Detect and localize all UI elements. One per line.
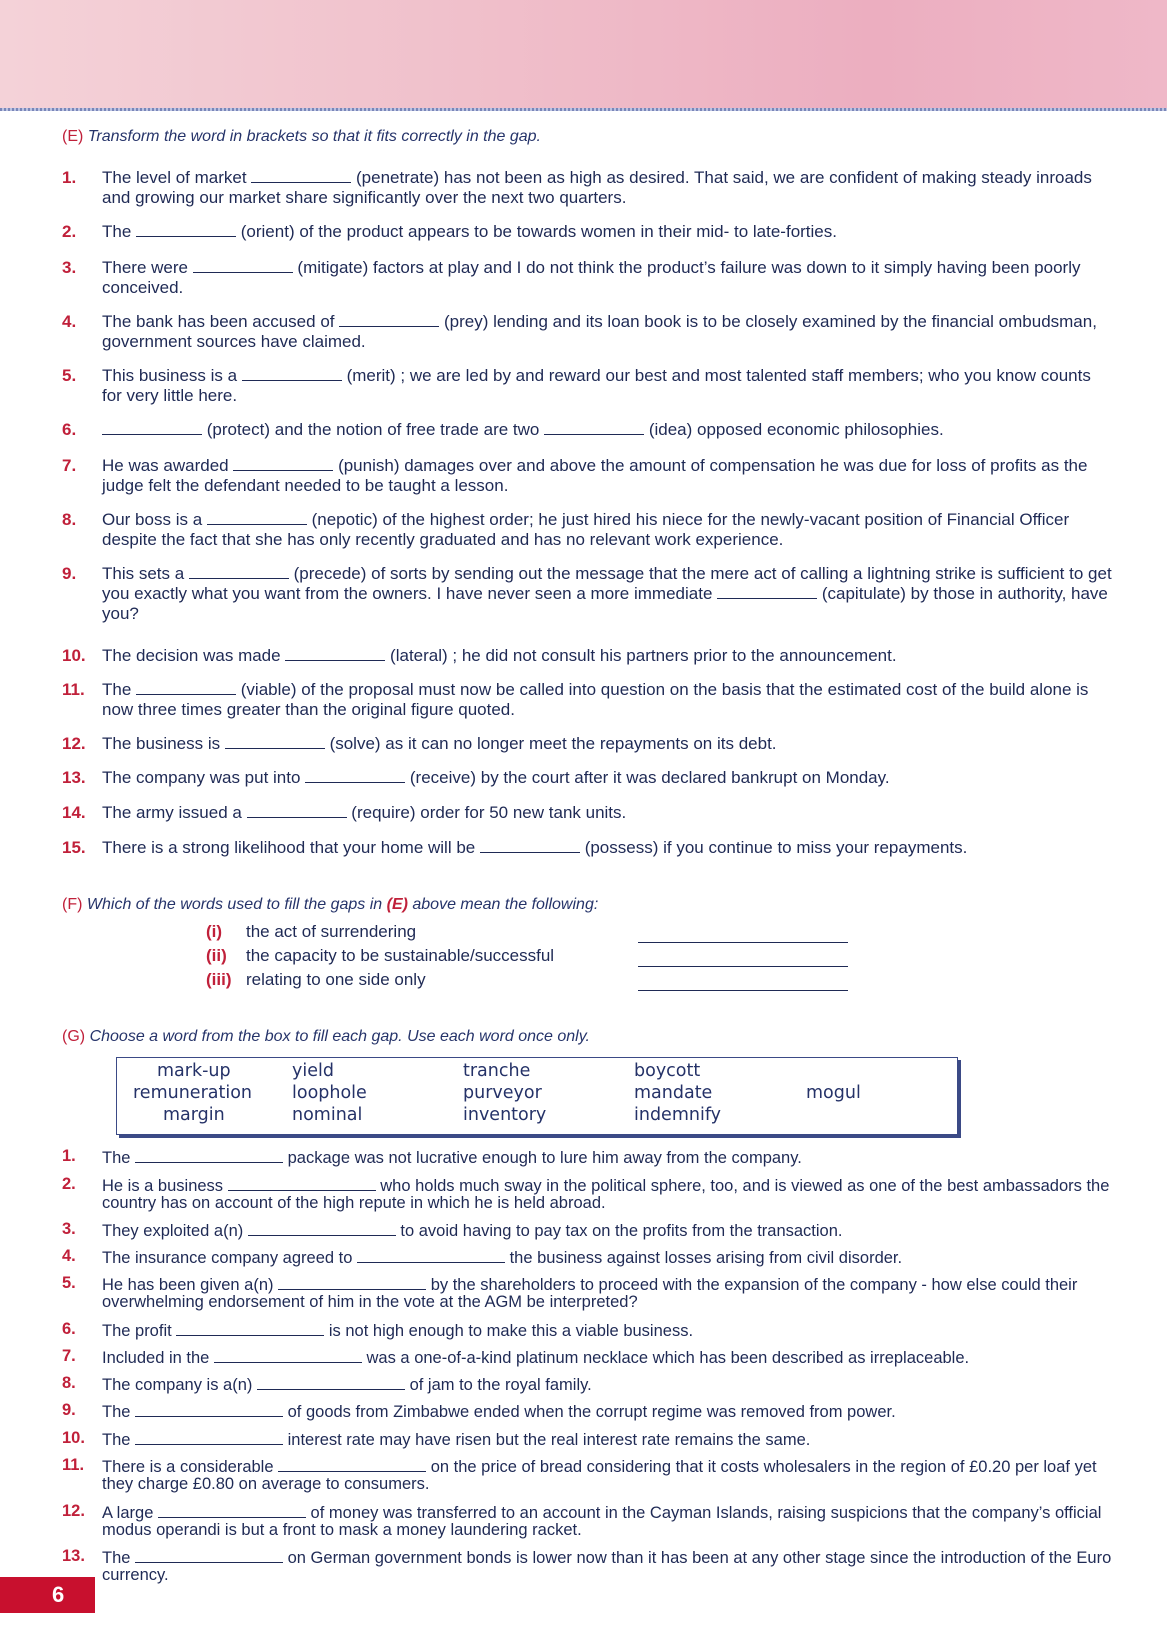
- exercise-e-item: [62, 564, 1112, 624]
- item-number: 1.: [62, 1147, 76, 1165]
- answer-gap[interactable]: [135, 1548, 283, 1563]
- exercise-g-item: [62, 1375, 1122, 1394]
- item-number: 8.: [62, 1374, 76, 1392]
- item-text: (protect) and the notion of free trade are two (idea) opposed economic philosophies.: [102, 420, 1112, 440]
- item-number: 1.: [62, 168, 77, 187]
- definition-item: (ii) the capacity to be sustainable/successful: [206, 946, 555, 965]
- answer-gap[interactable]: [135, 1148, 283, 1163]
- item-number: 15.: [62, 838, 86, 857]
- answer-gap[interactable]: [242, 366, 342, 381]
- answer-gap[interactable]: [717, 584, 817, 599]
- box-word: mogul: [806, 1083, 861, 1103]
- header-band: [0, 0, 1167, 108]
- answer-gap[interactable]: [214, 1348, 362, 1363]
- item-number: 10.: [62, 1429, 85, 1447]
- box-word: mark-up: [157, 1061, 231, 1081]
- item-number: 11.: [62, 1456, 85, 1474]
- box-word: purveyor: [463, 1083, 542, 1103]
- answer-gap[interactable]: [285, 646, 385, 661]
- answer-gap[interactable]: [305, 768, 405, 783]
- item-number: 12.: [62, 734, 86, 753]
- answer-line[interactable]: [638, 966, 848, 967]
- item-number: 13.: [62, 1547, 85, 1565]
- exercise-e-item: [62, 366, 1112, 406]
- section-f-heading: (F) Which of the words used to fill the gaps in (E) above mean the following:: [62, 896, 599, 913]
- exercise-e-item: [62, 420, 1112, 440]
- answer-gap[interactable]: [135, 1402, 283, 1417]
- item-number: 14.: [62, 803, 86, 822]
- box-word: tranche: [463, 1061, 531, 1081]
- exercise-g-item: [62, 1457, 1122, 1493]
- section-g-heading: (G) Choose a word from the box to fill each gap. Use each word once only.: [62, 1028, 590, 1045]
- answer-gap[interactable]: [248, 1221, 396, 1236]
- answer-gap[interactable]: [233, 456, 333, 471]
- answer-gap[interactable]: [357, 1248, 505, 1263]
- answer-gap[interactable]: [136, 680, 236, 695]
- item-text: Included in the was a one-of-a-kind platinum necklace which has been described as irreplaceable.: [102, 1349, 970, 1367]
- item-number: 3.: [62, 1220, 76, 1238]
- answer-gap[interactable]: [339, 312, 439, 327]
- exercise-g-item: [62, 1321, 1122, 1340]
- definition-item: (iii) relating to one side only: [206, 970, 426, 989]
- item-text: They exploited a(n) to avoid having to pay tax on the profits from the transaction.: [102, 1222, 843, 1240]
- item-number: 2.: [62, 1175, 76, 1193]
- box-word: margin: [163, 1105, 225, 1125]
- item-text: There is a strong likelihood that your home will be (possess) if you continue to miss your repayments.: [102, 838, 968, 857]
- item-text: This business is a (merit) ; we are led by and reward our best and most talented staff members; who you know counts for very little here.: [102, 366, 1091, 405]
- item-text: The bank has been accused of (prey) lending and its loan book is to be closely examined by the financial ombudsman, government sources have claimed.: [102, 312, 1097, 351]
- exercise-g-item: [62, 1402, 1122, 1421]
- item-number: 7.: [62, 1347, 76, 1365]
- answer-gap[interactable]: [158, 1503, 306, 1518]
- exercise-e-item: [62, 456, 1112, 496]
- item-number: 11.: [62, 680, 85, 699]
- exercise-g-item: [62, 1548, 1122, 1584]
- item-text: The of goods from Zimbabwe ended when the corrupt regime was removed from power.: [102, 1403, 896, 1421]
- item-text: There were (mitigate) factors at play and I do not think the product’s failure was down to it simply having been poorly conceived.: [102, 258, 1081, 297]
- item-text: The (orient) of the product appears to be towards women in their mid- to late-forties.: [102, 222, 837, 241]
- exercise-e-item: [62, 803, 1112, 823]
- item-text: There is a considerable on the price of bread considering that it costs wholesalers in the region of £0.20 per loaf yet they charge £0.80 on average to consumers.: [102, 1458, 1097, 1493]
- answer-gap[interactable]: [193, 258, 293, 273]
- box-word: nominal: [292, 1105, 363, 1125]
- exercise-e-item: [62, 680, 1112, 720]
- item-number: 12.: [62, 1502, 85, 1520]
- box-word: mandate: [634, 1083, 713, 1103]
- item-number: 5.: [62, 366, 77, 385]
- definition-item: (i) the act of surrendering: [206, 922, 417, 941]
- exercise-e-item: [62, 646, 1112, 666]
- box-word: boycott: [634, 1061, 701, 1081]
- item-number: 13.: [62, 768, 86, 787]
- item-text: Our boss is a (nepotic) of the highest order; he just hired his niece for the newly-vacant position of Financial Officer despite the fact that she has only recently graduated and has no relevant work experience.: [102, 510, 1070, 549]
- exercise-g-item: [62, 1248, 1122, 1267]
- item-text: The (viable) of the proposal must now be called into question on the basis that the estimated cost of the build alone is now three times greater than the original figure quoted.: [102, 680, 1089, 719]
- exercise-e-item: [62, 734, 1112, 754]
- exercise-e-item: [62, 768, 1112, 788]
- exercise-g-item: [62, 1348, 1122, 1367]
- item-text: The interest rate may have risen but the real interest rate remains the same.: [102, 1431, 811, 1449]
- item-text: A large of money was transferred to an account in the Cayman Islands, raising suspicions that the company’s official modus operandi is but a front to mask a money laundering racket.: [102, 1504, 1102, 1539]
- section-e-heading: (E) Transform the word in brackets so that it fits correctly in the gap.: [62, 128, 541, 145]
- item-text: The army issued a (require) order for 50 new tank units.: [102, 803, 627, 822]
- item-text: The business is (solve) as it can no longer meet the repayments on its debt.: [102, 734, 777, 753]
- exercise-e-item: [62, 312, 1112, 352]
- exercise-e-item: [62, 222, 1112, 242]
- answer-gap[interactable]: [189, 564, 289, 579]
- item-number: 9.: [62, 564, 77, 583]
- answer-line[interactable]: [638, 942, 848, 943]
- answer-gap[interactable]: [480, 838, 580, 853]
- answer-gap[interactable]: [176, 1321, 324, 1336]
- box-word: remuneration: [133, 1083, 253, 1103]
- answer-gap[interactable]: [251, 168, 351, 183]
- exercise-g-item: [62, 1430, 1122, 1449]
- item-number: 10.: [62, 646, 86, 665]
- item-text: The insurance company agreed to the business against losses arising from civil disorder.: [102, 1249, 903, 1267]
- answer-gap[interactable]: [278, 1457, 426, 1472]
- item-number: 9.: [62, 1401, 76, 1419]
- answer-gap[interactable]: [228, 1176, 376, 1191]
- item-text: The level of market (penetrate) has not been as high as desired. That said, we are confident of making steady inroads and growing our market share significantly over the next two quarters.: [102, 168, 1092, 207]
- answer-gap[interactable]: [225, 734, 325, 749]
- page-number: 6: [0, 1577, 95, 1613]
- item-number: 4.: [62, 1247, 76, 1265]
- exercise-g-item: [62, 1176, 1122, 1212]
- exercise-g-item: [62, 1148, 1122, 1167]
- answer-gap[interactable]: [544, 420, 644, 435]
- exercise-e-item: [62, 258, 1112, 298]
- answer-gap[interactable]: [278, 1275, 426, 1290]
- item-text: He was awarded (punish) damages over and above the amount of compensation he was due for loss of profits as the judge felt the defendant needed to be taught a lesson.: [102, 456, 1088, 495]
- box-word: inventory: [463, 1105, 547, 1125]
- item-text: The profit is not high enough to make this a viable business.: [102, 1322, 694, 1340]
- item-text: This sets a (precede) of sorts by sending out the message that the mere act of calling a lightning strike is sufficient to get you exactly what you want from the owners. I have never seen a more immediate (capitulate) by those in authority, have you?: [102, 564, 1112, 623]
- box-word: yield: [292, 1061, 334, 1081]
- item-number: 8.: [62, 510, 77, 529]
- box-word: loophole: [292, 1083, 367, 1103]
- exercise-g-item: [62, 1275, 1122, 1311]
- item-text: The on German government bonds is lower now than it has been at any other stage since the introduction of the Euro currency.: [102, 1549, 1112, 1584]
- word-box: [116, 1057, 958, 1135]
- answer-gap[interactable]: [207, 510, 307, 525]
- exercise-e-item: [62, 168, 1112, 208]
- item-text: The decision was made (lateral) ; he did not consult his partners prior to the announcement.: [102, 646, 897, 665]
- answer-line[interactable]: [638, 990, 848, 991]
- item-number: 5.: [62, 1274, 76, 1292]
- item-text: He is a business who holds much sway in the political sphere, too, and is viewed as one of the best ambassadors the country has on account of the high repute in which he is held abroad.: [102, 1177, 1110, 1212]
- item-number: 6.: [62, 420, 77, 439]
- item-text: He has been given a(n) by the shareholders to proceed with the expansion of the company - how else could their overwhelming endorsement of him in the vote at the AGM be interpreted?: [102, 1276, 1078, 1311]
- answer-gap[interactable]: [102, 420, 202, 435]
- exercise-g-item: [62, 1221, 1122, 1240]
- item-number: 6.: [62, 1320, 76, 1338]
- item-number: 3.: [62, 258, 77, 277]
- item-text: The company was put into (receive) by the court after it was declared bankrupt on Monday.: [102, 768, 890, 787]
- answer-gap[interactable]: [247, 803, 347, 818]
- answer-gap[interactable]: [136, 222, 236, 237]
- exercise-e-item: [62, 510, 1112, 550]
- item-text: The company is a(n) of jam to the royal family.: [102, 1376, 592, 1394]
- answer-gap[interactable]: [257, 1375, 405, 1390]
- exercise-g-item: [62, 1503, 1122, 1539]
- header-rule: [0, 108, 1167, 111]
- item-text: The package was not lucrative enough to lure him away from the company.: [102, 1149, 802, 1167]
- box-word: indemnify: [634, 1105, 722, 1125]
- item-number: 4.: [62, 312, 77, 331]
- answer-gap[interactable]: [135, 1430, 283, 1445]
- exercise-e-item: [62, 838, 1112, 858]
- item-number: 2.: [62, 222, 77, 241]
- item-number: 7.: [62, 456, 77, 475]
